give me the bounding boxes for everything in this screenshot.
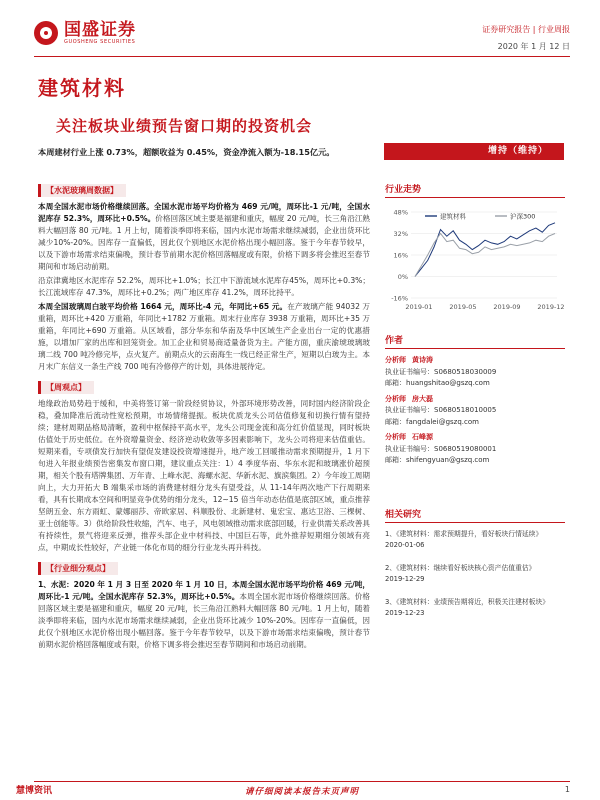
related-title: 相关研究 [385,507,565,523]
legend-label: 建筑材料 [440,212,466,221]
logo-name-en: GUOSHENG SECURITIES [64,38,136,45]
footer-disclaimer: 请仔细阅读本报告末页声明 [245,787,360,797]
main-content [38,178,370,653]
related-report-link[interactable]: 1、《建筑材料：需求预期提升，看好板块行情延续》 [385,530,543,538]
chart-lines [415,223,555,277]
related-report-link[interactable]: 2、《建筑材料：继续看好板块核心资产估值重估》 [385,564,536,572]
related-report-date: 2019-12-23 [385,609,425,617]
y-tick-label: 16% [393,251,408,260]
x-tick-label: 2019-09 [493,303,521,311]
paragraph-lead: 1、水泥：2020 年 1 月 3 日至 2020 年 1 月 10 日，本周全国水泥市场平均价格 469 元/吨，周环比-1 元/吨。全国水泥库存 52.3%，周环比+0.5%。 [38,580,370,601]
author-email[interactable]: shifengyuan@gszq.com [406,456,490,464]
author-cert: S0680518030009 [434,367,497,376]
paragraph [38,398,370,554]
author-role: 分析师 [385,356,406,364]
summary-text: 本周建材行业上涨 0.73%，超额收益为 0.45%，资金净流入额为-18.15亿元。 [38,147,335,157]
section-tag: 【水泥玻璃周数据】 [38,184,126,197]
related-report-date: 2019-12-29 [385,575,425,583]
cert-label: 执业证书编号： [385,367,434,376]
report-headline: 关注板块业绩预告窗口期的投资机会 [56,117,313,135]
trend-title: 行业走势 [385,182,565,198]
email-label: 邮箱： [385,379,406,387]
author-cert: S0680519080001 [434,444,497,453]
x-tick-label: 2019-01 [405,303,433,311]
logo-icon [34,21,58,45]
report-date: 2020 年 1 月 12 日 [497,42,570,51]
x-tick-label: 2019-12 [537,303,565,311]
legend-label: 沪深300 [510,212,536,221]
author-cert: S0680518010005 [434,406,497,414]
related-section [385,507,565,631]
logo-name-cn: 国盛证券 [64,19,136,40]
author-card [385,432,565,467]
authors-title: 作者 [385,333,565,349]
trend-chart [385,200,565,315]
sector-title: 建筑材料 [38,76,126,100]
page-number: 1 [564,785,570,794]
paragraph-body: 地缘政治局势趋于缓和，中美将签订第一阶段经贸协议，外部环境形势改善，同时国内经济阶段企稳，叠加降准后流动性宽松预期，市场情绪提振。板块优质龙头公司估值修复和切换行情有望持续；建材周期品格局清晰，盈利中枢保持平高水平，龙头公司现金流和高分红价值显现，同时板块估值处于历史低位。在外资增量资金、经济逆动收敛等多因素影响下，龙头公司将迎来估值重估。短期来看，专项债发行加快有望促发建设投资增速提升，地产竣工回暖推动需求预期提升，1 月下旬进入年报业绩预告密集发布窗口期，建议重点关注：1）4 季度华南、华东水泥和玻璃涨价超预期，相关个股有塔牌集团、万年青、上峰水泥、海螺水泥、华新水泥、旗滨集团。2）今年竣工周期向上，大力开拓大 B 端集采市场的消费建材细分龙头有望受益，从 11-14年两次地产下行周期来看，具有长期成本空间和明显竞争优势的细分龙头，12~15 倍当年动态估值是底部区域，重点推荐坚朗五金、东方雨虹、蒙娜丽莎、帝欧家居、科顺股份、北新建材、鬼宏宝、惠达卫浴、三棵树、亚士创能等。3）供给阶段性收缩，汽车、电子，风电领域推动需求底部回暖，行业供需关系改善具有持续性，景气将迎来反弹，推荐头部企业中材科技、中国巨石等，此外推荐短期细分领域有亮点，中期成长性较好，产业链一体化布局的细分行业龙头再升科技。 [38,399,370,552]
authors-section [385,333,565,467]
y-tick-label: -16% [391,294,408,303]
x-axis-ticks [405,303,564,311]
trend-chart-svg [385,200,565,315]
author-card [385,355,565,390]
section-weekly-data [38,178,370,373]
related-report-link[interactable]: 3、《建筑材料：业绩预告期将近，积极关注建材板块》 [385,598,550,606]
paragraph-lead: 本周全国水泥市场价格继续回落。全国水泥市场平均价格为 469 元/吨，周环比-1 元/吨，全国水泥库存 52.3%，周环比+0.5%。 [38,202,370,223]
paragraph-body: 价格回落区域主要是福建和重庆，幅度 20 元/吨，长三角沿江熟料大幅回落 80 元/吨。1 月上旬，随着淡季即将来临，国内水泥市场需求继续减弱，企业出货环比减少10%-20%。因库存一直偏低，因此仅个别地区水泥价格出现小幅回落。鉴于今年春节较早，以及下游市场需求结束偏晚，预计春节前期水泥价格回落幅度或有限，价格下调多将会推迟至春节期间和市场启动前期。 [38,214,370,271]
paragraph [38,201,370,273]
series-line [415,223,555,277]
trend-section [385,182,565,198]
email-label: 邮箱： [385,456,406,464]
related-report-date: 2020-01-06 [385,541,425,549]
section-tag: 【周观点】 [38,381,94,394]
y-axis-ticks [391,209,408,303]
paragraph-lead: 本周全国玻璃周白玻平均价格 1664 元，周环比-4 元，年同比+65 元。 [38,302,288,311]
author-role: 分析师 [385,394,406,403]
paragraph-body: 沿京津冀地区水泥库存 52.2%，周环比+1.0%；长江中下游流域水泥库存45%，周环比+0.3%；长江流域库存 47.3%，周环比+0.2%；两广地区库存 41.2%，周环比持平。 [38,276,370,297]
section-tag: 【行业细分观点】 [38,562,118,575]
header-divider [34,56,570,57]
paragraph-body: 在产玻璃产能 94032 万重箱，周环比+420 万重箱，年同比+1782 万重箱。周末行业库存 3938 万重箱，周环比+35 万重箱，年同比+690 万重箱。从区域看，部分华东和华南及华中区域生产企业出台一定的优惠措施，以增加厂家的出库和回笼资金。加工企业和贸易商适量备货为主。产能方面，重庆渝琥玻璃玻璃二线 700 吨冷修完毕，点火复产。前期点火的云南海生一线已经正常生产，短期以白玻为主。本月末广东信义一条生产线 700 吨有冷修停产的计划，具体进展待定。 [38,302,370,371]
paragraph [38,275,370,299]
paragraph-body: 本周全国水泥市场价格继续回落。价格回落区域主要是福建和重庆，幅度 20 元/吨，长三角沿江熟料大幅回落 80 元/吨。1 月上旬，随着淡季即将来临，国内水泥市场需求继续减弱，企业出货环比减少 10%-20%。因库存一直偏低，因此仅个别地区水泥价格出现小幅回落。鉴于今年春节较早，以及下游市场需求结束偏晚，预计春节前期水泥价格回落幅度或有限，价格下调多将会推迟至春节期间和市场启动前期。 [38,592,371,649]
y-tick-label: 32% [393,230,408,238]
cert-label: 执业证书编号： [385,406,434,414]
x-tick-label: 2019-05 [449,303,477,311]
author-card [385,394,565,429]
section-segment-view [38,556,370,651]
author-name: 石峰源 [412,433,433,441]
author-name: 黄诗涛 [412,356,433,364]
cert-label: 执业证书编号： [385,444,434,453]
report-type: 证券研究报告 | 行业周报 [482,25,570,34]
paragraph [38,301,370,373]
author-email[interactable]: fangdalei@gszq.com [406,417,479,426]
author-name: 房大磊 [412,394,433,403]
chart-grid [411,212,557,298]
paragraph [38,579,370,651]
company-logo [34,20,136,46]
author-email[interactable]: huangshitao@gszq.com [406,379,490,387]
author-role: 分析师 [385,433,406,441]
y-tick-label: 48% [393,208,408,217]
footer-divider [34,781,570,782]
section-weekly-view [38,375,370,554]
y-tick-label: 0% [397,273,408,281]
rating-badge: 增持（维持） [384,143,564,160]
email-label: 邮箱： [385,417,406,426]
footer-watermark: 慧博资讯 [16,786,53,796]
chart-legend [425,212,535,221]
